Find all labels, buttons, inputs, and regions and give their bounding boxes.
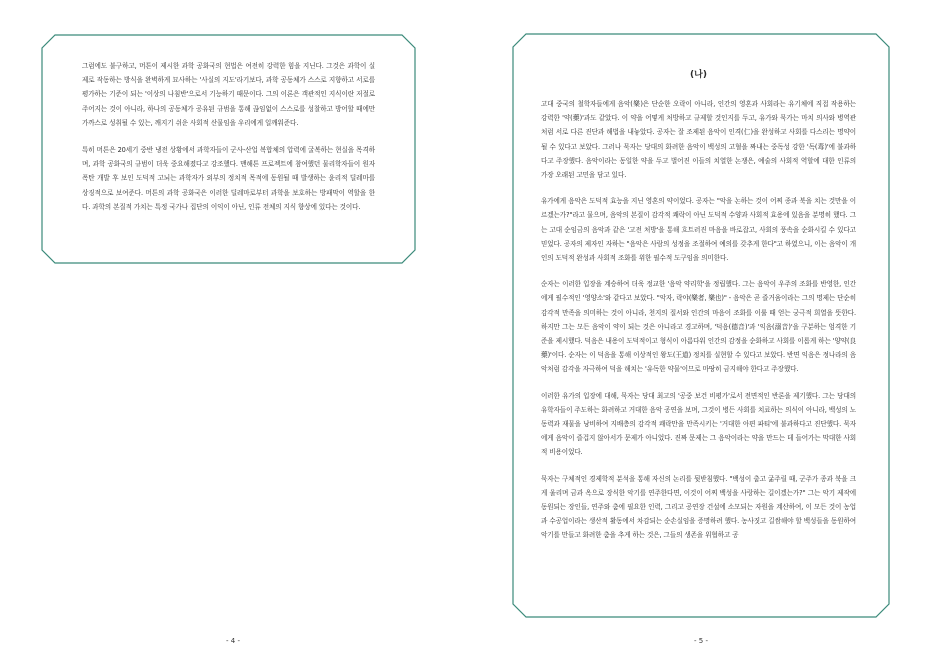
left-paragraph: 특히 머튼은 20세기 중반 냉전 상황에서 과학자들이 군사-산업 복합체의 압력에 굴복하는 현실을 목격하며, 과학 공화국의 규범이 더욱 중요해졌다고 강조했다. 맨해튼 프로젝트에 참여했던 물리학자들이 원자폭탄 개발 후 보인 도덕적 고뇌는 과학자가 외부의 정치적 목적에 동원될 때 발생하는 윤리적 딜레마를 상징적으로 보여준다. 머튼의 과학 공화국은 이러한 딜레마로부터 과학을 보호하는 방패막이 역할을 한다. 과학의 본질적 가치는 특정 국가나 집단의 이익이 아닌, 인류 전체의 지식 향상에 있다는 것이다. bbox=[82, 146, 375, 211]
right-paragraph: 고대 중국의 철학자들에게 음악(樂)은 단순한 오락이 아니라, 인간의 영혼과 사회라는 유기체에 직접 작용하는 강력한 '약(藥)'과도 같았다. 이 약을 어떻게 처방하고 규제할 것인지를 두고, 유가와 묵가는 마치 의사와 병역관처럼 서로 다른 진단과 해법을 내놓았다. 공자는 잘 조제된 음악이 인격(仁)을 완성하고 사회를 다스리는 명약이 될 수 있다고 보았다. 그러나 묵자는 당대의 화려한 음악이 백성의 고혈을 짜내는 중독성 강한 '독(毒)'에 불과하다고 주장했다. 음악이라는 동일한 약을 두고 벌어진 이들의 치열한 논쟁은, 예술의 사회적 역할에 대한 인류의 가장 오래된 고민을 담고 있다. bbox=[541, 100, 856, 180]
right-paragraph: 묵자는 구체적인 경제학적 분석을 통해 자신의 논리를 뒷받침했다. "백성이 춥고 굶주릴 때, 군주가 종과 북을 크게 울리며 금과 옥으로 장식한 악기를 연주한다면, 이것이 어찌 백성을 사랑하는 길이겠는가?" 그는 악기 제작에 동원되는 장인들, 연주와 춤에 필요한 인력, 그리고 공연장 건설에 소모되는 자원을 계산하여, 이 모든 것이 농업과 수공업이라는 생산적 활동에서 차감되는 순손실임을 증명하려 했다. 농사짓고 길쌈해야 할 백성들을 동원하여 악기를 만들고 화려한 춤을 추게 하는 것은, 그들의 생존을 위협하고 공 bbox=[541, 474, 856, 540]
left-paragraph: 그럼에도 불구하고, 머튼이 제시한 과학 공화국의 현법은 여전히 강력한 힘을 지닌다. 그것은 과학이 실제로 작동하는 방식을 완벽하게 묘사하는 '사실의 지도'라기보다, 과학 공동체가 스스로 지향하고 서로를 평가하는 기준이 되는 '이상의 나침반'으로서 기능하기 때문이다. 그의 이론은 객관적인 지식이란 저절로 주어지는 것이 아니라, 하나의 공동체가 공유된 규범을 통해 끊임없이 스스로를 성찰하고 방어할 때에만 가까스로 성취될 수 있는, 깨지기 쉬운 사회적 산물임을 우리에게 일깨워준다. bbox=[82, 62, 375, 127]
left-page-body bbox=[82, 59, 375, 214]
page-number-left: - 4 - bbox=[226, 637, 240, 645]
right-paragraph: 이러한 유가의 입장에 대해, 묵자는 당대 최고의 '공중 보건 비평가'로서 전면적인 반론을 제기했다. 그는 당대의 유학자들이 주도하는 화려하고 거대한 음악 공연을 보며, 그것이 병든 사회를 치료하는 의식이 아니라, 백성의 노동력과 재물을 낭비하여 지배층의 감각적 쾌락만을 만족시키는 '거대한 아편 파티'에 불과하다고 진단했다. 묵자에게 음악이 즐겁지 않아서가 문제가 아니었다. 진짜 문제는 그 음악이라는 약을 만드는 데 들어가는 막대한 사회적 비용이었다. bbox=[541, 391, 856, 457]
right-page-body bbox=[541, 69, 856, 543]
section-heading: (나) bbox=[690, 70, 707, 80]
right-paragraph: 순자는 이러한 입장을 계승하여 더욱 정교한 '음악 약리학'을 정립했다. 그는 음악이 우주의 조화를 반영한, 인간에게 필수적인 '영양소'와 같다고 보았다. "악자, 락야(樂者, 樂也)" - 음악은 곧 즐거움이라는 그의 명제는 단순히 감각적 만족을 의미하는 것이 아니라, 천지의 질서와 인간의 마음이 조화를 이룰 때 얻는 궁극적 희열을 뜻한다. 하지만 그는 모든 음악이 약이 되는 것은 아니라고 경고하며, '덕음(德音)'과 '익음(溺音)'을 구분하는 엄격한 기준을 제시했다. 덕음은 내용이 도덕적이고 형식이 아름다워 인간의 감정을 순화하고 사회를 이롭게 하는 '양약(良藥)'이다. 순자는 이 덕음을 통해 이상적인 왕도(王道) 정치를 실현할 수 있다고 보았다. 반면 익음은 정나라의 음악처럼 감각을 자극하여 덕을 해치는 '유독한 약물'이므로 마땅히 금지해야 한다고 주장했다. bbox=[541, 280, 856, 374]
page-number-right: - 5 - bbox=[694, 637, 708, 645]
right-paragraph: 유가에게 음악은 도덕적 효능을 지닌 영혼의 약이었다. 공자는 "악을 논하는 것이 어찌 종과 북을 치는 것만을 이르겠는가?"라고 물으며, 음악의 본질이 감각적 쾌락이 아닌 도덕적 수양과 사회적 효용에 있음을 분명히 했다. 그는 고대 순임금의 음악과 같은 '고전 처방'을 통해 흐트러진 마음을 바로잡고, 사회의 풍속을 순화시킬 수 있다고 믿었다. 공자의 제자인 자하는 "음악은 사람의 성정을 조절하여 예의를 갖추게 한다"고 하였으니, 이는 음악이 개인의 도덕적 완성과 사회적 조화를 위한 필수적 도구임을 의미한다. bbox=[541, 197, 856, 263]
